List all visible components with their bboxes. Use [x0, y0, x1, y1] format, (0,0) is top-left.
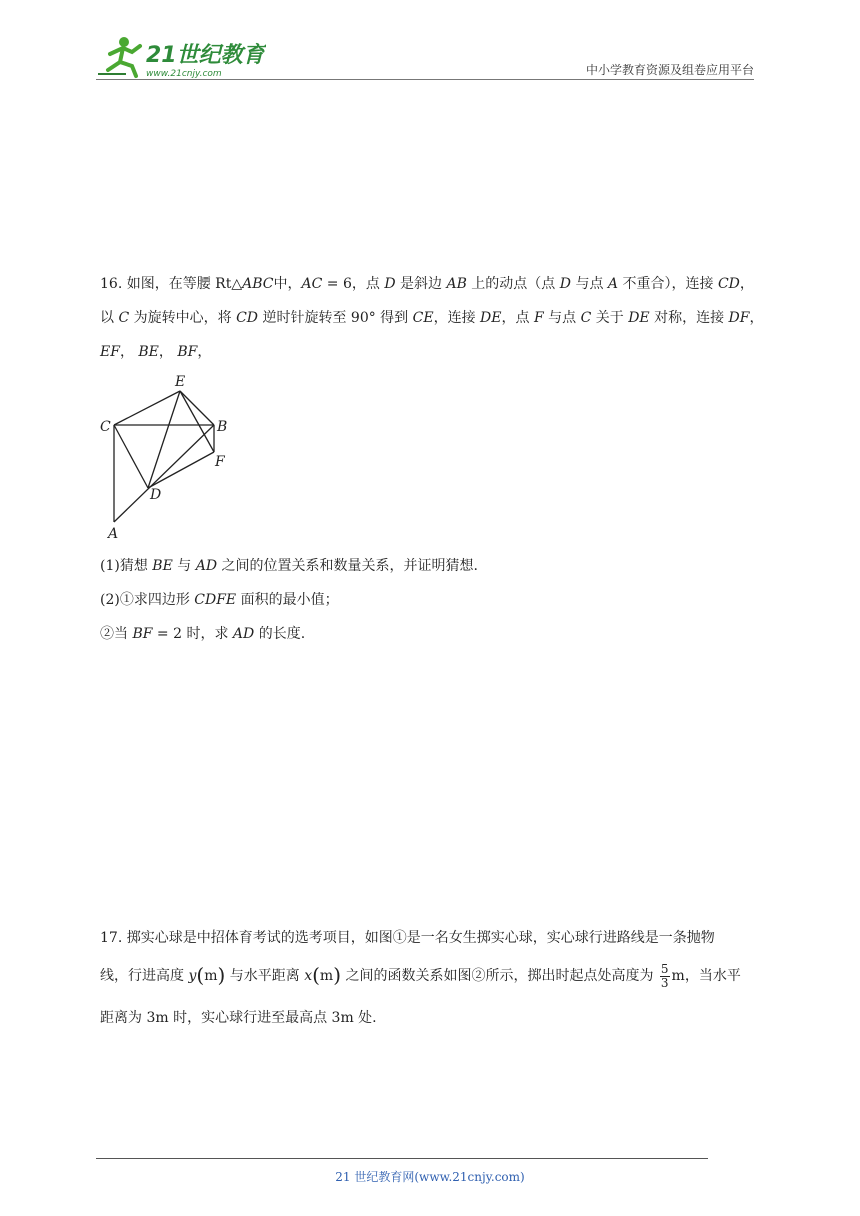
q17-line-3: 距离为 3m 时，实心球行进至最高点 3m 处. — [100, 1010, 377, 1026]
q16-geometry-figure — [96, 370, 246, 545]
q16-part-1: (1)猜想 BE 与 AD 之间的位置关系和数量关系，并证明猜想. — [100, 558, 478, 574]
label-A: A — [108, 526, 119, 542]
label-D: D — [150, 487, 162, 503]
label-E: E — [175, 374, 186, 390]
segment-CD — [114, 425, 148, 488]
header-divider — [96, 79, 754, 80]
label-F: F — [215, 454, 225, 470]
q16-line-2: 以 C 为旋转中心，将 CD 逆时针旋转至 90° 得到 CE，连接 DE，点 F 与点 C 关于 DE 对称，连接 DF， — [100, 310, 764, 326]
footer-divider — [96, 1158, 708, 1159]
label-C: C — [100, 419, 111, 435]
label-B: B — [217, 419, 228, 435]
q17-line-1: 17. 掷实心球是中招体育考试的选考项目，如图①是一名女生掷实心球，实心球行进路线是一条抛物 — [100, 930, 715, 946]
fraction-five-thirds: $\frac{5}{3}$ — [660, 961, 669, 990]
q16-part-3: ②当 BF = 2 时，求 AD 的长度. — [100, 626, 306, 642]
q17-line-2: 线，行进高度 y(m) 与水平距离 x(m) 之间的函数关系如图②所示，掷出时起点处高度为 $\frac{5}{3}$ m，当水平 — [100, 961, 741, 990]
logo-sub-text: www.21cnjy.com — [146, 69, 222, 79]
q16-line-1: 16. 如图，在等腰 Rt△ABC中，AC = 6，点 D 是斜边 AB 上的动点（点 D 与点 A 不重合），连接 CD， — [100, 276, 754, 292]
site-logo — [96, 34, 266, 80]
q16-line-3: EF， BE， BF， — [100, 344, 212, 360]
segment-EB — [180, 391, 214, 425]
q16-part-2: (2)①求四边形 CDFE 面积的最小值； — [100, 592, 339, 608]
segment-EF — [180, 391, 214, 452]
footer-link[interactable]: 21 世纪教育网(www.21cnjy.com) — [335, 1170, 525, 1184]
logo-main-text: 21世纪教育 — [146, 43, 265, 68]
runner-icon — [98, 37, 140, 76]
header-platform-text: 中小学教育资源及组卷应用平台 — [585, 63, 754, 77]
